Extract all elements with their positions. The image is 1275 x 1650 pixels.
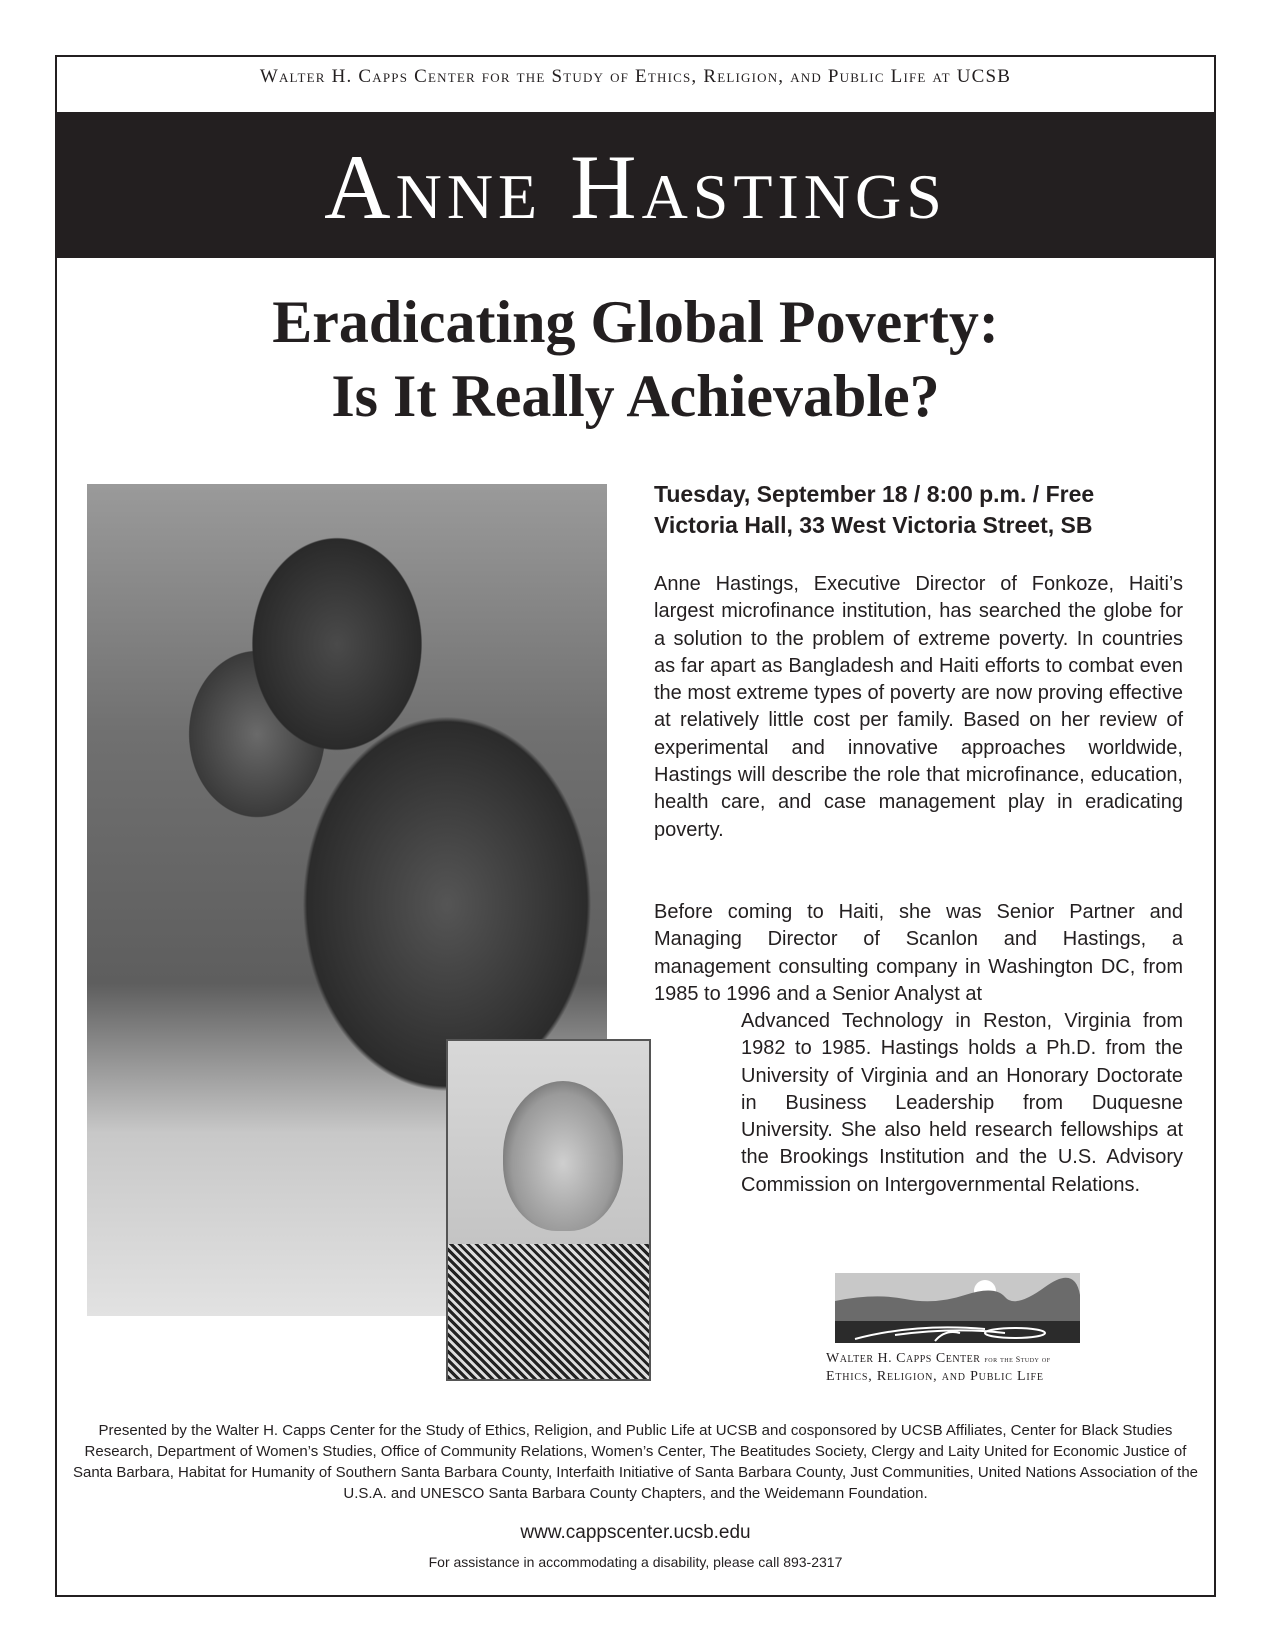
bio-paragraph-2b: Advanced Technology in Reston, Virginia from 1982 to 1985. Hastings holds a Ph.D. from the University of Virginia and an Honorary Doctorate in Business Leadership from Duquesne University. She also held research fellowships at the Brookings Institution and the U.S. Advisory Commission on Intergovernmental Relations. [741,1010,1183,1196]
bio-paragraph-2a: Before coming to Haiti, she was Senior Partner and Managing Director of Scanlon and Hastings, a management consulting company in Washington DC, from 1985 to 1996 and a Senior Analyst at [654,901,1183,1005]
event-title [57,285,1214,433]
org-header-line: Walter H. Capps Center for the Study of Ethics, Religion, and Public Life at UCSB [259,66,1012,87]
speaker-banner [57,112,1214,258]
event-title-line2: Is It Really Achievable? [331,363,940,429]
sponsors-text: Presented by the Walter H. Capps Center for the Study of Ethics, Religion, and Public Life at UCSB and cosponsored by UCSB Affiliates, Center for Black Studies Research, Department of Women’s Studies, Office of Community Relations, Women’s Center, The Beatitudes Society, Clergy and Laity United for Economic Justice of Santa Barbara, Habitat for Humanity of Southern Santa Barbara County, Interfaith Initiative of Santa Barbara County, Just Communities, United Nations Association of the U.S.A. and UNESCO Santa Barbara County Chapters, and the Weidemann Foundation. [72,1422,1199,1502]
event-title-line1: Eradicating Global Poverty: [272,289,999,355]
bio-text-1: Anne Hastings, Executive Director of Fonkoze, Haiti’s largest microfinance institution, has searched the globe for a solution to the problem of extreme poverty. In countries as far apart as Bangladesh and Haiti efforts to combat even the most extreme types of poverty are now proving effective at relatively little cost per family. Based on her review of experimental and innovative approaches worldwide, Hastings will describe the role that microfinance, education, health care, and case management play in eradicating poverty. [654,573,1183,841]
speaker-name: Anne Hastings [324,136,947,238]
website-link[interactable]: www.cappscenter.ucsb.edu [520,1522,751,1543]
event-location: Victoria Hall, 33 West Victoria Street, SB [654,512,1093,538]
anne-hastings-portrait [446,1039,651,1381]
bio-paragraph-1 [654,571,1183,871]
capps-center-logo-icon [835,1273,1080,1343]
logo-caption-main: Walter H. Capps Center [826,1351,981,1366]
logo-caption-line2: Ethics, Religion, and Public Life [826,1369,1044,1384]
logo-caption-line1 [826,1351,1096,1367]
disability-note: For assistance in accommodating a disability, please call 893-2317 [428,1554,843,1570]
logo-caption-small: for the Study of [984,1355,1051,1364]
event-details [654,479,1174,541]
event-date-time: Tuesday, September 18 / 8:00 p.m. / Free [654,481,1095,507]
